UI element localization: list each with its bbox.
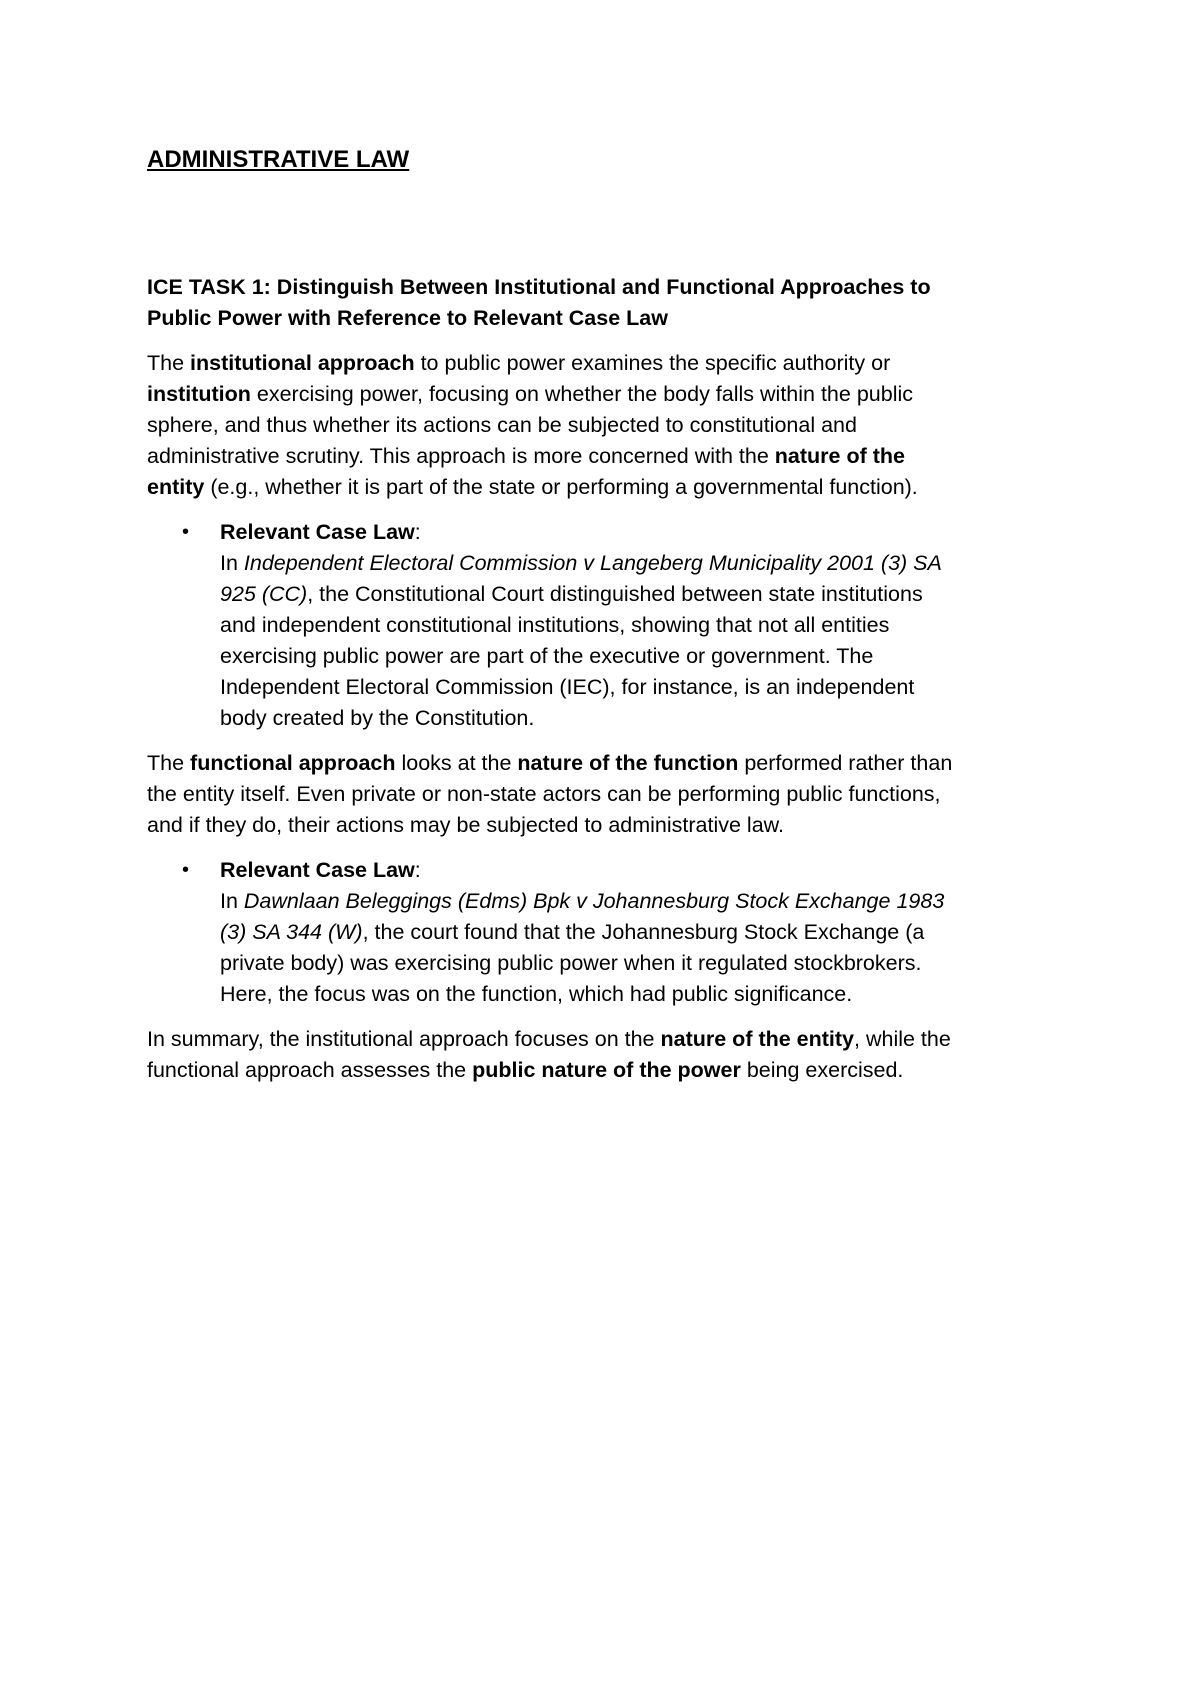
- bullet2-line-1: [220, 886, 1067, 917]
- bold-term: institutional approach: [190, 351, 415, 375]
- case-citation: Independent Electoral Commission v Langeberg Municipality 2001 (3) SA: [243, 551, 942, 575]
- case-law-bullet-2: [147, 855, 1067, 1010]
- text-run: performed rather than: [738, 751, 953, 775]
- bullet-icon: •: [182, 521, 190, 543]
- document-page: [147, 144, 1067, 1086]
- para2-line-3: and if they do, their actions may be subjected to administrative law.: [147, 813, 784, 837]
- text-run: The: [147, 751, 191, 775]
- text-run: :: [414, 858, 421, 882]
- bullet1-label-line: [220, 517, 1067, 548]
- bullet-label: Relevant Case Law: [220, 858, 415, 882]
- text-run: :: [414, 520, 421, 544]
- bullet2-line-2: [220, 917, 1067, 948]
- text-run: being exercised.: [740, 1058, 904, 1082]
- text-run: , the Constitutional Court distinguished between state institutions: [307, 582, 923, 606]
- text-run: In summary, the institutional approach focuses on the: [147, 1027, 661, 1051]
- bold-term: nature of the entity: [660, 1027, 855, 1051]
- bold-term: public nature of the power: [472, 1058, 741, 1082]
- bullet1-line-2: [220, 579, 1067, 610]
- institutional-approach-paragraph: [147, 348, 1067, 503]
- para1-line-4: [147, 441, 1067, 472]
- bullet1-line-6: body created by the Constitution.: [220, 706, 535, 730]
- text-run: In: [220, 551, 244, 575]
- para2-line-1: [147, 748, 1067, 779]
- bullet2-label-line: [220, 855, 1067, 886]
- para1-line-2: [147, 379, 1067, 410]
- task-heading-line-1: ICE TASK 1: Distinguish Between Institutional and Functional Approaches to: [147, 275, 931, 299]
- text-run: (e.g., whether it is part of the state or performing a governmental function).: [204, 475, 918, 499]
- text-run: exercising power, focusing on whether the body falls within the public: [250, 382, 913, 406]
- task-heading-line-2: Public Power with Reference to Relevant Case Law: [147, 306, 668, 330]
- bullet-icon: •: [182, 859, 190, 881]
- task-heading: [147, 272, 1067, 334]
- bullet1-line-1: [220, 548, 1067, 579]
- bullet2-line-4: Here, the focus was on the function, which had public significance.: [220, 982, 853, 1006]
- text-run: In: [220, 889, 244, 913]
- para3-line-1: [147, 1024, 1067, 1055]
- bold-term: functional approach: [190, 751, 396, 775]
- text-run: , the court found that the Johannesburg Stock Exchange (a: [362, 920, 925, 944]
- case-citation: 925 (CC): [220, 582, 308, 606]
- text-run: to public power examines the specific authority or: [414, 351, 891, 375]
- bullet1-line-4: exercising public power are part of the executive or government. The: [220, 644, 874, 668]
- para1-line-3: sphere, and thus whether its actions can be subjected to constitutional and: [147, 413, 857, 437]
- bold-term: institution: [147, 382, 251, 406]
- document-title: ADMINISTRATIVE LAW: [147, 146, 410, 173]
- bold-term: nature of the: [774, 444, 905, 468]
- case-law-bullet-1: [147, 517, 1067, 734]
- para3-line-2: [147, 1055, 1067, 1086]
- para2-line-2: the entity itself. Even private or non-state actors can be performing public functions,: [147, 782, 941, 806]
- text-run: The: [147, 351, 191, 375]
- bullet1-line-5: Independent Electoral Commission (IEC), for instance, is an independent: [220, 675, 915, 699]
- bullet2-line-3: private body) was exercising public power when it regulated stockbrokers.: [220, 951, 922, 975]
- para1-line-5: [147, 472, 1067, 503]
- case-citation: (3) SA 344 (W): [220, 920, 363, 944]
- text-run: administrative scrutiny. This approach is more concerned with the: [147, 444, 775, 468]
- text-run: looks at the: [395, 751, 518, 775]
- functional-approach-paragraph: [147, 748, 1067, 841]
- case-citation: Dawnlaan Beleggings (Edms) Bpk v Johannesburg Stock Exchange 1983: [243, 889, 945, 913]
- bullet-label: Relevant Case Law: [220, 520, 415, 544]
- bold-term: entity: [147, 475, 205, 499]
- text-run: functional approach assesses the: [147, 1058, 473, 1082]
- bold-term: nature of the function: [517, 751, 739, 775]
- para1-line-1: [147, 348, 1067, 379]
- bullet1-line-3: and independent constitutional institutions, showing that not all entities: [220, 613, 890, 637]
- text-run: , while the: [854, 1027, 951, 1051]
- summary-paragraph: [147, 1024, 1067, 1086]
